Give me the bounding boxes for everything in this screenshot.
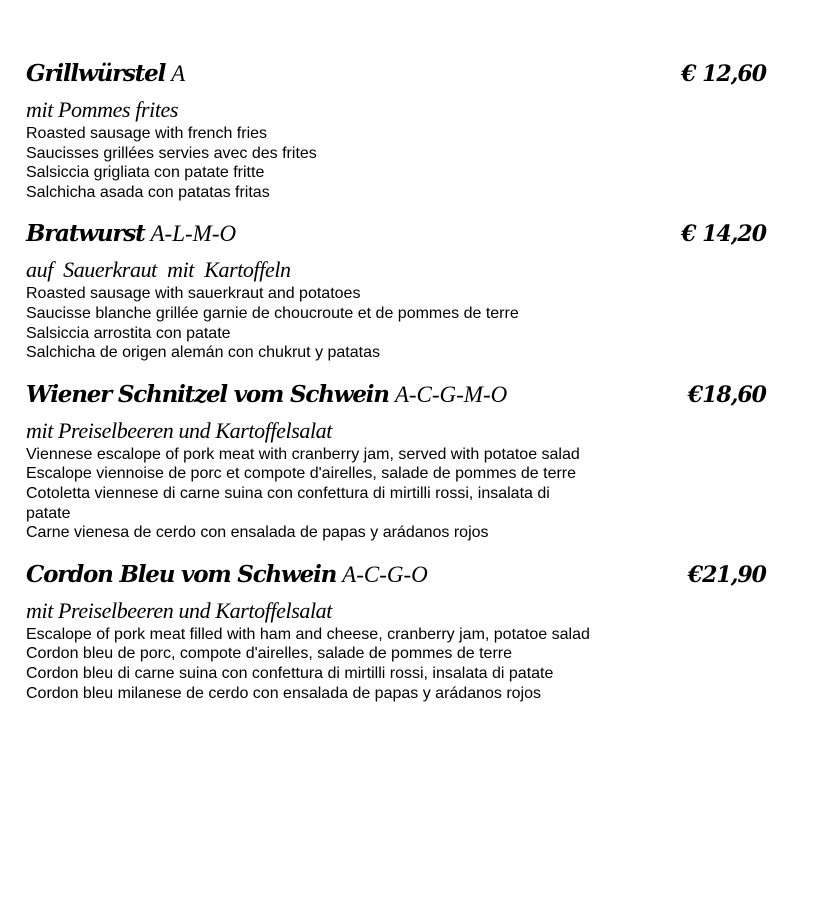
menu-item-wiener-schnitzel: [26, 381, 776, 543]
translation-line: Escalope of pork meat filled with ham and cheese, cranberry jam, potatoe salad: [26, 625, 590, 643]
allergen-codes: A-C-G-M-O: [394, 381, 508, 407]
translation-line: Cotoletta viennese di carne suina con confettura di mirtilli rossi, insalata di patate: [26, 484, 550, 522]
dish-subtitle: mit Preiselbeeren und Kartoffelsalat: [26, 597, 332, 623]
translation-line: Salchicha asada con patatas fritas: [26, 183, 270, 201]
dish-translations: [26, 124, 596, 202]
dish-price: € 12,60: [681, 61, 766, 87]
allergen-codes: A-L-M-O: [150, 221, 237, 247]
dish-title: [26, 60, 185, 87]
allergen-codes: A-C-G-O: [342, 561, 428, 587]
dish-translations: [26, 284, 596, 362]
dish-translations: [26, 445, 596, 543]
dish-title: [26, 381, 507, 408]
menu-item-header: [26, 220, 776, 254]
dish-title: [26, 561, 428, 588]
menu-item-header: [26, 60, 776, 94]
menu-item-cordon-bleu: [26, 561, 776, 703]
translation-line: Cordon bleu de porc, compote d'airelles, salade de pommes de terre: [26, 645, 512, 663]
dish-name: Wiener Schnitzel vom Schwein: [26, 380, 389, 408]
dish-title: [26, 220, 236, 247]
dish-price: € 14,20: [681, 221, 766, 248]
dish-name: Bratwurst: [26, 220, 145, 248]
menu-item-header: [26, 561, 776, 595]
menu-item-bratwurst: [26, 220, 776, 362]
translation-line: Roasted sausage with sauerkraut and potatoes: [26, 285, 361, 303]
translation-line: Carne vienesa de cerdo con ensalada de papas y arádanos rojos: [26, 524, 489, 542]
translation-line: Escalope viennoise de porc et compote d'airelles, salade de pommes de terre: [26, 465, 577, 483]
translation-line: Salsiccia arrostita con patate: [26, 324, 231, 342]
dish-name: Grillwürstel: [26, 60, 166, 87]
translation-line: Salsiccia grigliata con patate fritte: [26, 164, 265, 182]
translation-line: Salchicha de origen alemán con chukrut y patatas: [26, 344, 380, 362]
translation-line: Saucisse blanche grillée garnie de choucroute et de pommes de terre: [26, 304, 519, 322]
dish-subtitle: mit Pommes frites: [26, 97, 179, 122]
dish-name: Cordon Bleu vom Schwein: [26, 560, 337, 588]
dish-translations: [26, 625, 596, 703]
translation-line: Saucisses grillées servies avec des frites: [26, 144, 317, 162]
translation-line: Cordon bleu di carne suina con confettura di mirtilli rossi, insalata di patate: [26, 664, 554, 682]
dish-subtitle: auf Sauerkraut mit Kartoffeln: [26, 257, 291, 283]
menu-item-header: [26, 381, 776, 415]
translation-line: Viennese escalope of pork meat with cranberry jam, served with potatoe salad: [26, 445, 580, 463]
translation-line: Roasted sausage with french fries: [26, 125, 268, 142]
dish-price: €21,90: [687, 561, 766, 588]
menu-item-grillwuerstel: [26, 60, 776, 202]
menu-list: [26, 60, 776, 721]
translation-line: Cordon bleu milanese de cerdo con ensalada de papas y arádanos rojos: [26, 684, 542, 702]
dish-price: €18,60: [687, 381, 766, 408]
dish-subtitle: mit Preiselbeeren und Kartoffelsalat: [26, 417, 332, 443]
allergen-codes: A: [171, 61, 186, 86]
